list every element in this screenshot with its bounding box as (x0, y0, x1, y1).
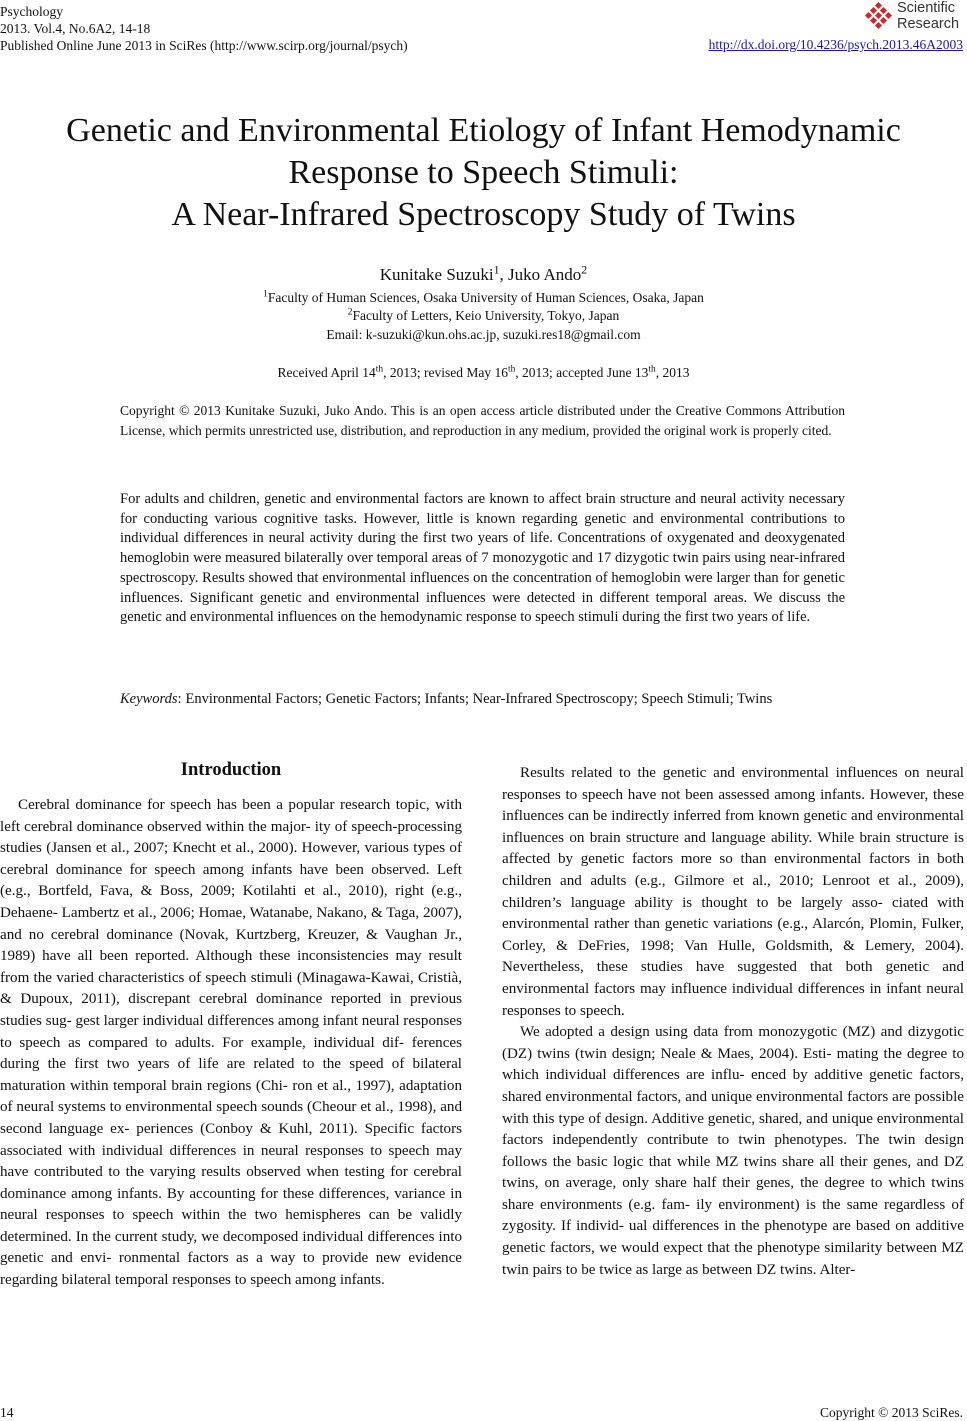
paper-title (0, 110, 967, 236)
accepted-text: , 2013; accepted June 13 (515, 365, 649, 380)
doi-link[interactable]: http://dx.doi.org/10.4236/psych.2013.46A2003 (708, 37, 963, 52)
title-line: Response to Speech Stimuli: (288, 154, 679, 191)
received-text: Received April 14 (277, 365, 376, 380)
column-left (0, 795, 462, 1292)
title-line: Genetic and Environmental Etiology of Infant Hemodynamic (66, 112, 901, 149)
author-affil-marker: 2 (581, 262, 588, 277)
scientific-research-logo-icon (863, 2, 895, 32)
body-paragraph: Cerebral dominance for speech has been a popular research topic, with left cerebral dominance observed within the major- ity of speech-processing studies (Jansen et al., 2007; Knecht et al., 2000). However, various types of cerebral dominance for speech among infants have been observed. Left (e.g., Bortfeld, Fava, & Boss, 2009; Kotilahti et al., 2010), right (e.g., Dehaene- Lambertz et al., 2006; Homae, Watanabe, Nakano, & Taga, 2007), and no cerebral dominance (Novak, Kurtzberg, Kreuzer, & Vaughan Jr., 1989) have all been reported. Although these inconsistencies may result from the varied characteristics of speech stimuli (Minagawa-Kawai, Cristià, & Dupoux, 2011), discrepant cerebral dominance reported in previous studies sug- gest larger individual differences among infant neural responses to speech as compared to adults. For example, individual dif- ferences during the first two years of life are related to the speed of bilateral maturation within temporal brain regions (Chi- ron et al., 1997), adaptation of neural systems to environmental speech sounds (Cheour et al., 1998), and second language ex- periences (Conboy & Kuhl, 2011). Specific factors associated with individual differences in neural responses to speech may have contributed to the varying results observed when testing for cerebral dominance among infants. By accounting for these differences, variance in neural responses to speech within the two hemispheres can be validly determined. In the current study, we decomposed individual differences into genetic and envi- ronmental factors as a way to provide new evidence regarding bilateral temporal responses to speech among infants. (0, 797, 462, 1289)
publication-info: Published Online June 2013 in SciRes (http://www.scirp.org/journal/psych) (0, 38, 408, 53)
title-line: A Near-Infrared Spectroscopy Study of Twins (171, 196, 796, 233)
running-header (0, 3, 408, 54)
author-list (0, 262, 967, 285)
page-number: 14 (0, 1405, 14, 1420)
author-name: Juko Ando (508, 265, 582, 284)
affiliation-marker: 1 (263, 289, 268, 300)
author-affil-marker: 1 (493, 262, 500, 277)
received-dates (0, 365, 967, 381)
affiliation (0, 290, 967, 306)
body-paragraph: Results related to the genetic and environmental influences on neural responses to speech have not been assessed among infants. However, these influences can be indirectly inferred from known genetic and environmental influences on brain structure and language ability. While brain structure is affected by genetic factors more so than environmental factors in both children and adults (e.g., Gilmore et al., 2010; Lenroot et al., 2009), children’s language ability is thought to be largely asso- ciated with environmental rather than genetic variations (e.g., Alarcón, Plomin, Fulker, Corley, & DeFries, 1998; Van Hulle, Goldsmith, & Lemery, 2004). Nevertheless, these studies have suggested that both genetic and environmental factors may influence individual differences in infant neural responses to speech. (502, 765, 964, 1019)
ordinal-suffix: th (648, 364, 656, 375)
keywords (120, 690, 845, 709)
affiliation-text: Faculty of Human Sciences, Osaka University of Human Sciences, Osaka, Japan (267, 290, 704, 305)
ordinal-suffix: th (375, 364, 384, 375)
revised-text: , 2013; revised May 16 (383, 365, 508, 380)
keywords-label: Keywords : (120, 690, 182, 709)
author-email: Email: k-suzuki@kun.ohs.ac.jp, suzuki.res18@gmail.com (326, 327, 641, 342)
author-name: Kunitake Suzuki (379, 265, 494, 284)
journal-name: Psychology (0, 4, 64, 19)
logo-text-line2: Research (897, 16, 960, 32)
author-separator: , (499, 265, 509, 284)
journal-volume: 2013. Vol.4, No.6A2, 14-18 (0, 21, 151, 36)
column-right (502, 763, 964, 1281)
publisher-logo (863, 0, 963, 36)
body-paragraph: We adopted a design using data from monozygotic (MZ) and dizygotic (DZ) twins (twin design; Neale & Maes, 2004). Esti- mating the degree to which individual differences are influ- enced by additive genetic factors, shared environmental factors, and unique environmental factors are possible with this type of design. Additive genetic, shared, and unique environmental factors independently contribute to twin phenotypes. The twin design follows the basic logic that while MZ twins share all their genes, and DZ twins, on average, only share half their genes, the degree to which twins share environments (e.g. fam- ily environment) is the same regardless of zygosity. If individ- ual differences in the phenotype are based on additive genetic factors, we would expect that the phenotype similarity between MZ twin pairs to be twice as large as between DZ twins. Alter- (502, 1024, 964, 1278)
footer-copyright: Copyright © 2013 SciRes. (819, 1405, 963, 1420)
affiliation (0, 308, 967, 324)
logo-text-line1: Scientific (897, 0, 956, 16)
abstract: For adults and children, genetic and environmental factors are known to affect brain structure and neural activity necessary for conducting various cognitive tasks. However, little is known regarding genetic and environmental contributions to individual differences in neural activity during the first two years of life. Concentrations of oxygenated and deoxygenated hemoglobin were measured bilaterally over temporal areas of 7 monozygotic and 17 dizygotic twin pairs using near-infrared spectroscopy. Results showed that environmental influences on the concentration of hemoglobin were larger than for genetic influences. Significant genetic and environmental influences were detected in different temporal areas. We discuss the genetic and environmental influences on the hemodynamic response to speech stimuli during the first two years of life. (120, 491, 845, 626)
section-heading-introduction: Introduction (180, 760, 282, 780)
keywords-text: Environmental Factors; Genetic Factors; Infants; Near-Infrared Spectroscopy; Speech Stimuli; Twins (185, 691, 773, 707)
affiliation-text: Faculty of Letters, Keio University, Tokyo, Japan (352, 308, 620, 323)
year-text: , 2013 (655, 365, 690, 380)
ordinal-suffix: th (507, 364, 516, 375)
copyright-notice: Copyright © 2013 Kunitake Suzuki, Juko Ando. This is an open access article distributed under the Creative Commons Attribution License, which permits unrestricted use, distribution, and reproduction in any medium, provided the original work is properly cited. (120, 403, 845, 438)
affiliation-marker: 2 (347, 307, 353, 318)
